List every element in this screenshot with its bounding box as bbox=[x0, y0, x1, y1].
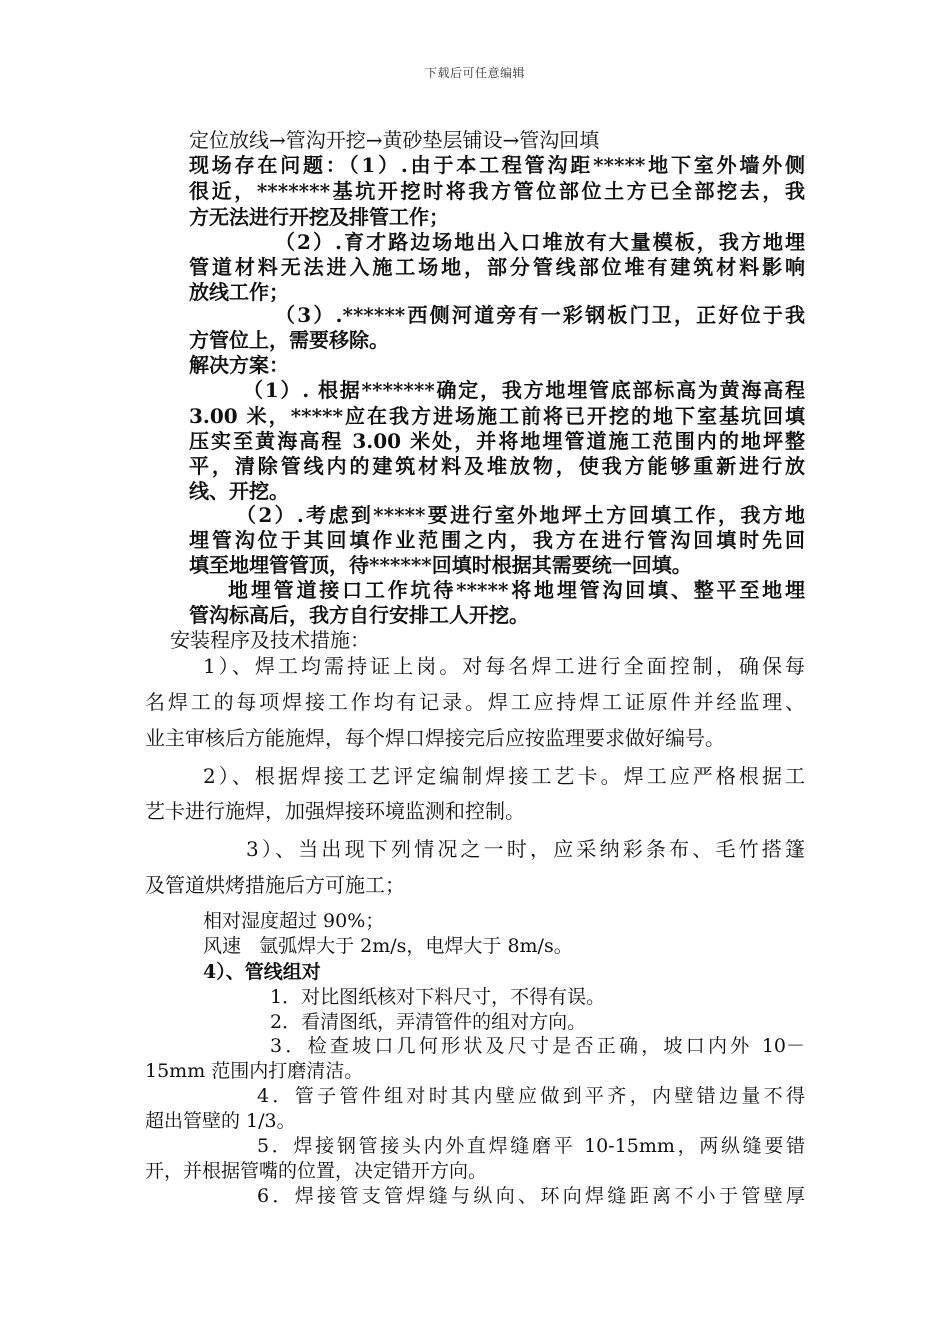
solution-text-line: 地埋管道接口工作坑待*****将地埋管沟回填、整平至地埋 bbox=[228, 578, 805, 602]
assembly-step: 15mm 范围内打磨清洁。 bbox=[145, 1060, 364, 1082]
assembly-step: 超出管壁的 1/3。 bbox=[145, 1110, 296, 1132]
problem-text-line: 放线工作； bbox=[189, 280, 289, 304]
solution-text-line: 线、开挖。 bbox=[189, 479, 289, 503]
body-text-line: 业主审核后方能施焊，每个焊口焊接完后应按监理要求做好编号。 bbox=[145, 726, 725, 750]
solution-text-line: 3.00 米，*****应在我方进场施工前将已开挖的地下室基坑回填 bbox=[189, 404, 805, 428]
body-text-line: 1）、焊工均需持证上岗。对每名焊工进行全面控制，确保每 bbox=[203, 654, 805, 678]
problem-text-line: （3）.******西侧河道旁有一彩钢板门卫，正好位于我 bbox=[275, 303, 805, 327]
process-flow-line: 定位放线→管沟开挖→黄砂垫层铺设→管沟回填 bbox=[189, 128, 600, 152]
problem-text-line: 很近，*******基坑开挖时将我方管位部位土方已全部挖去，我 bbox=[189, 179, 805, 203]
solution-text-line: （2）.考虑到*****要进行室外地坪土方回填工作，我方地 bbox=[236, 503, 805, 527]
body-text-line: 名焊工的每项焊接工作均有记录。焊工应持焊工证原件并经监理、 bbox=[145, 690, 805, 714]
section-heading-install: 安装程序及技术措施： bbox=[170, 628, 370, 652]
page-header: 下载后可任意编辑 bbox=[424, 66, 525, 80]
assembly-step: 2．看清图纸，弄清管件的组对方向。 bbox=[270, 1011, 587, 1033]
assembly-step: 3．检查坡口几何形状及尺寸是否正确，坡口内外 10－ bbox=[270, 1035, 805, 1057]
solution-text-line: 填至地埋管管顶，待******回填时根据其需要统一回填。 bbox=[189, 553, 692, 577]
assembly-step: 开，并根据管嘴的位置，决定错开方向。 bbox=[145, 1160, 488, 1182]
body-text-line: 2）、根据焊接工艺评定编制焊接工艺卡。焊工应严格根据工 bbox=[203, 764, 805, 788]
assembly-step: 1．对比图纸核对下料尺寸，不得有误。 bbox=[270, 986, 606, 1008]
solution-text-line: 埋管沟位于其回填作业范围之内，我方在进行管沟回填时先回 bbox=[189, 528, 805, 552]
body-text-line: 及管道烘烤措施后方可施工； bbox=[145, 873, 405, 897]
body-text-line: 艺卡进行施焊，加强焊接环境监测和控制。 bbox=[145, 799, 525, 823]
solution-text-line: 压实至黄海高程 3.00 米处，并将地埋管道施工范围内的地坪整 bbox=[189, 429, 805, 453]
solution-text-line: 平，清除管线内的建筑材料及堆放物，使我方能够重新进行放 bbox=[189, 454, 805, 478]
condition-humidity: 相对湿度超过 90%； bbox=[203, 910, 385, 932]
body-text-line: 3）、当出现下列情况之一时，应采纳彩条布、毛竹搭篷 bbox=[246, 837, 805, 861]
problem-text-line: 管道材料无法进入施工场地，部分管线部位堆有建筑材料影响 bbox=[189, 255, 805, 279]
assembly-step: 5．焊接钢管接头内外直焊缝磨平 10-15mm，两纵缝要错 bbox=[257, 1135, 805, 1157]
solution-text-line: 管沟标高后，我方自行安排工人开挖。 bbox=[189, 603, 529, 627]
problem-text-line: （2）.育才路边场地出入口堆放有大量模板，我方地埋 bbox=[275, 230, 805, 254]
problem-text-line: 现场存在问题：（1）.由于本工程管沟距*****地下室外墙外侧 bbox=[189, 153, 805, 177]
solution-heading: 解决方案： bbox=[189, 353, 289, 377]
condition-wind: 风速 氩弧焊大于 2m/s，电焊大于 8m/s。 bbox=[203, 935, 573, 957]
assembly-step: 4．管子管件组对时其内壁应做到平齐，内壁错边量不得 bbox=[257, 1085, 805, 1107]
solution-text-line: （1）. 根据*******确定，我方地埋管底部标高为黄海高程 bbox=[243, 378, 805, 402]
assembly-step: 6．焊接管支管焊缝与纵向、环向焊缝距离不小于管壁厚 bbox=[257, 1185, 805, 1207]
problem-text-line: 方管位上，需要移除。 bbox=[189, 328, 389, 352]
subsection-heading-assembly: 4）、管线组对 bbox=[203, 961, 321, 983]
problem-text-line: 方无法进行开挖及排管工作； bbox=[189, 205, 449, 229]
